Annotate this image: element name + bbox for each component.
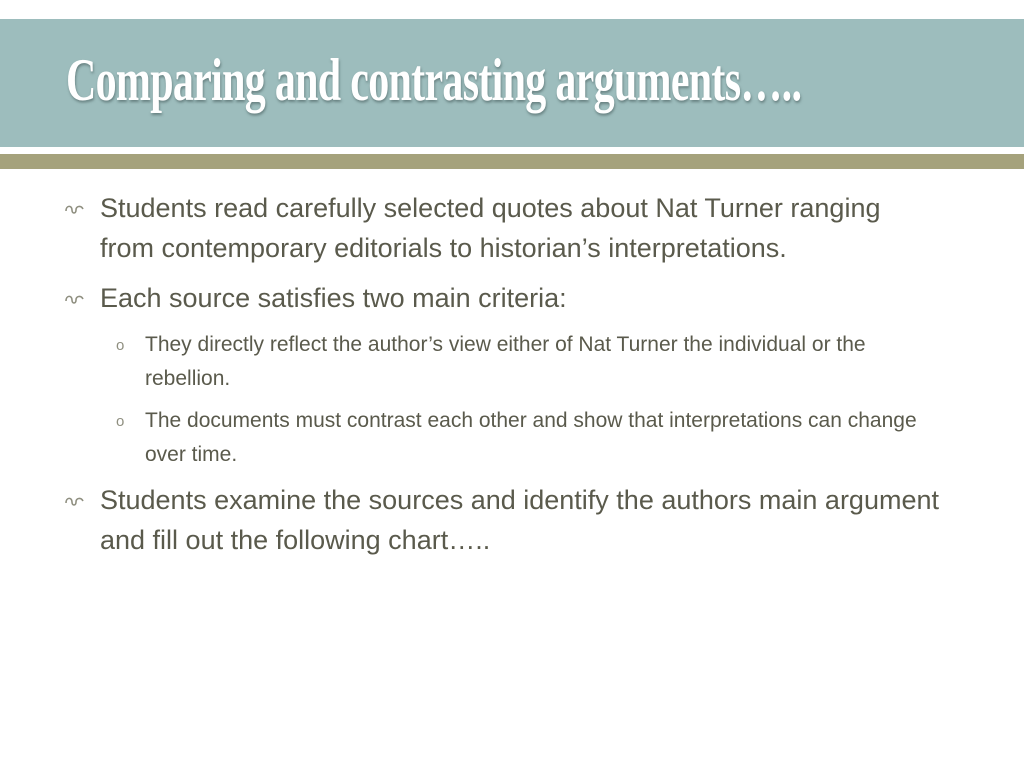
sub-bullet-item <box>60 404 940 472</box>
sub-bullet-item <box>60 328 940 396</box>
sub-bullet-text: The documents must contrast each other and show that interpretations can change over time. <box>145 409 917 466</box>
bullet-list <box>60 188 940 570</box>
bullet-item <box>60 278 940 318</box>
slide-title: Comparing and contrasting arguments….. <box>66 47 802 113</box>
bullet-text: Students read carefully selected quotes about Nat Turner ranging from contemporary editorials to historian’s interpretations. <box>100 193 881 263</box>
circle-bullet-icon: o <box>116 413 125 430</box>
bullet-item <box>60 480 940 560</box>
title-divider-bar <box>0 154 1024 169</box>
bullet-item <box>60 188 940 268</box>
bullet-text: Each source satisfies two main criteria: <box>100 283 567 313</box>
wave-bullet-icon <box>64 291 88 307</box>
wave-bullet-icon <box>64 201 88 217</box>
circle-bullet-icon: o <box>116 337 125 354</box>
bullet-text: Students examine the sources and identify the authors main argument and fill out the following chart….. <box>100 485 939 555</box>
title-divider-gap <box>0 147 1024 154</box>
wave-bullet-icon <box>64 493 88 509</box>
sub-bullet-text: They directly reflect the author’s view either of Nat Turner the individual or the rebellion. <box>145 333 866 390</box>
